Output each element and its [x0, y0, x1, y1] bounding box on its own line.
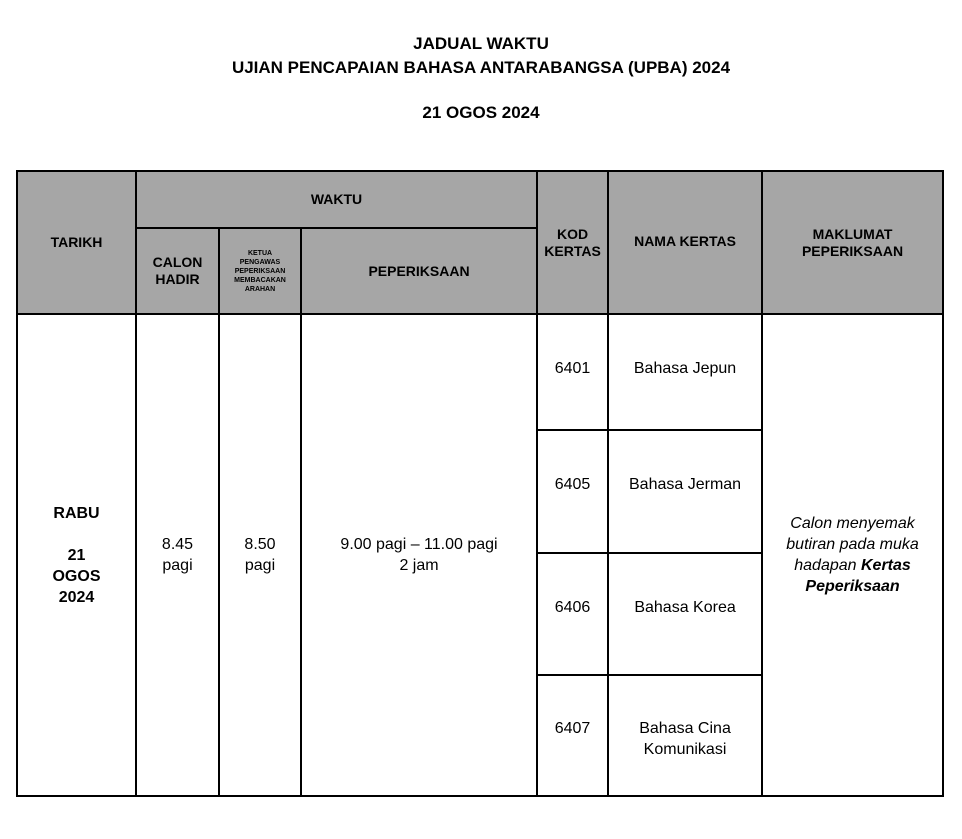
header-nama-kertas: NAMA KERTAS — [608, 171, 762, 314]
paper-name: Bahasa Korea — [608, 553, 762, 675]
header-waktu: WAKTU — [136, 171, 537, 228]
header-kod-kertas: KOD KERTAS — [537, 171, 608, 314]
paper-row — [17, 314, 943, 430]
exam-date-title: 21 OGOS 2024 — [422, 103, 540, 122]
paper-code: 6407 — [537, 675, 608, 796]
header-maklumat: MAKLUMAT PEPERIKSAAN — [762, 171, 943, 314]
calon-hadir-time: 8.45 pagi — [136, 314, 219, 796]
paper-code: 6401 — [537, 314, 608, 430]
header-peperiksaan: PEPERIKSAAN — [301, 228, 537, 314]
header-calon-hadir: CALON HADIR — [136, 228, 219, 314]
header-tarikh: TARIKH — [17, 171, 136, 314]
header-ketua-pengawas: KETUA PENGAWAS PEPERIKSAAN MEMBACAKAN ARAHAN — [219, 228, 301, 314]
ketua-pengawas-time: 8.50 pagi — [219, 314, 301, 796]
exam-time: 9.00 pagi – 11.00 pagi 2 jam — [301, 314, 537, 796]
paper-code: 6406 — [537, 553, 608, 675]
paper-name: Bahasa Jerman — [608, 430, 762, 553]
header-row-1 — [17, 171, 943, 228]
title-line-1: JADUAL WAKTU — [413, 34, 549, 53]
date-cell: RABU 21 OGOS 2024 — [17, 314, 136, 796]
paper-code: 6405 — [537, 430, 608, 553]
timetable — [16, 170, 944, 797]
paper-name: Bahasa Cina Komunikasi — [608, 675, 762, 796]
title-line-2: UJIAN PENCAPAIAN BAHASA ANTARABANGSA (UPBA) 2024 — [231, 58, 731, 77]
maklumat-peperiksaan: Calon menyemak butiran pada muka hadapan Kertas Peperiksaan — [762, 314, 943, 796]
paper-name: Bahasa Jepun — [608, 314, 762, 430]
